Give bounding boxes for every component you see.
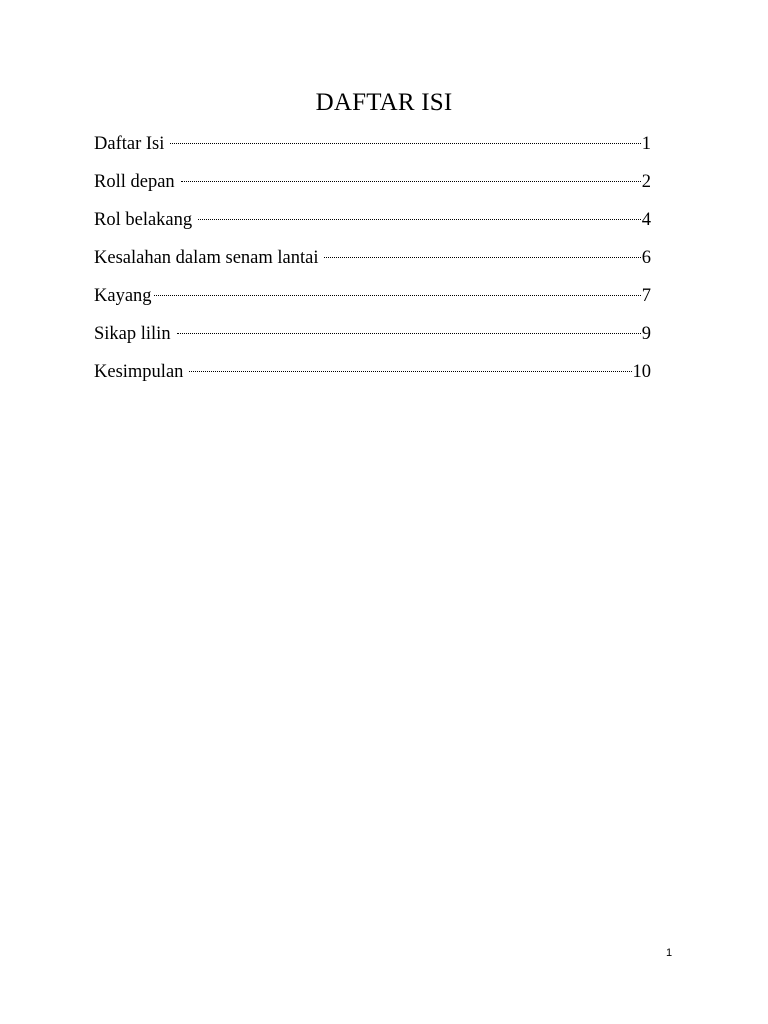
toc-dot-leader: [198, 219, 641, 220]
toc-entry-page: 4: [641, 210, 651, 230]
toc-entry-page: 2: [641, 172, 651, 192]
toc-entry: [94, 321, 651, 359]
toc-entry-label: Kayang: [94, 286, 152, 306]
toc-entry-label: Kesimpulan: [94, 362, 184, 382]
toc-entry-page: 1: [641, 134, 651, 154]
page-title: DAFTAR ISI: [315, 89, 453, 116]
toc-entry-page: 9: [641, 324, 651, 344]
footer-page-number: 1: [666, 947, 673, 959]
toc-dot-leader: [324, 257, 640, 258]
toc-entry: [94, 359, 651, 397]
toc-entry-label: Rol belakang: [94, 210, 193, 230]
toc-dot-leader: [189, 371, 631, 372]
toc-dot-leader: [170, 143, 640, 144]
table-of-contents: [94, 131, 651, 397]
toc-entry: [94, 169, 651, 207]
toc-entry: [94, 131, 651, 169]
toc-entry: [94, 245, 651, 283]
toc-dot-leader: [181, 181, 641, 182]
toc-entry-label: Sikap lilin: [94, 324, 171, 344]
toc-entry-page: 6: [641, 248, 651, 268]
toc-entry-label: Kesalahan dalam senam lantai: [94, 248, 319, 268]
toc-dot-leader: [154, 295, 641, 296]
toc-entry-page: 7: [641, 286, 651, 306]
toc-dot-leader: [177, 333, 641, 334]
toc-entry: [94, 207, 651, 245]
toc-entry-label: Roll depan: [94, 172, 175, 192]
toc-entry: [94, 283, 651, 321]
toc-entry-label: Daftar Isi: [94, 134, 165, 154]
toc-entry-page: 10: [632, 362, 651, 382]
